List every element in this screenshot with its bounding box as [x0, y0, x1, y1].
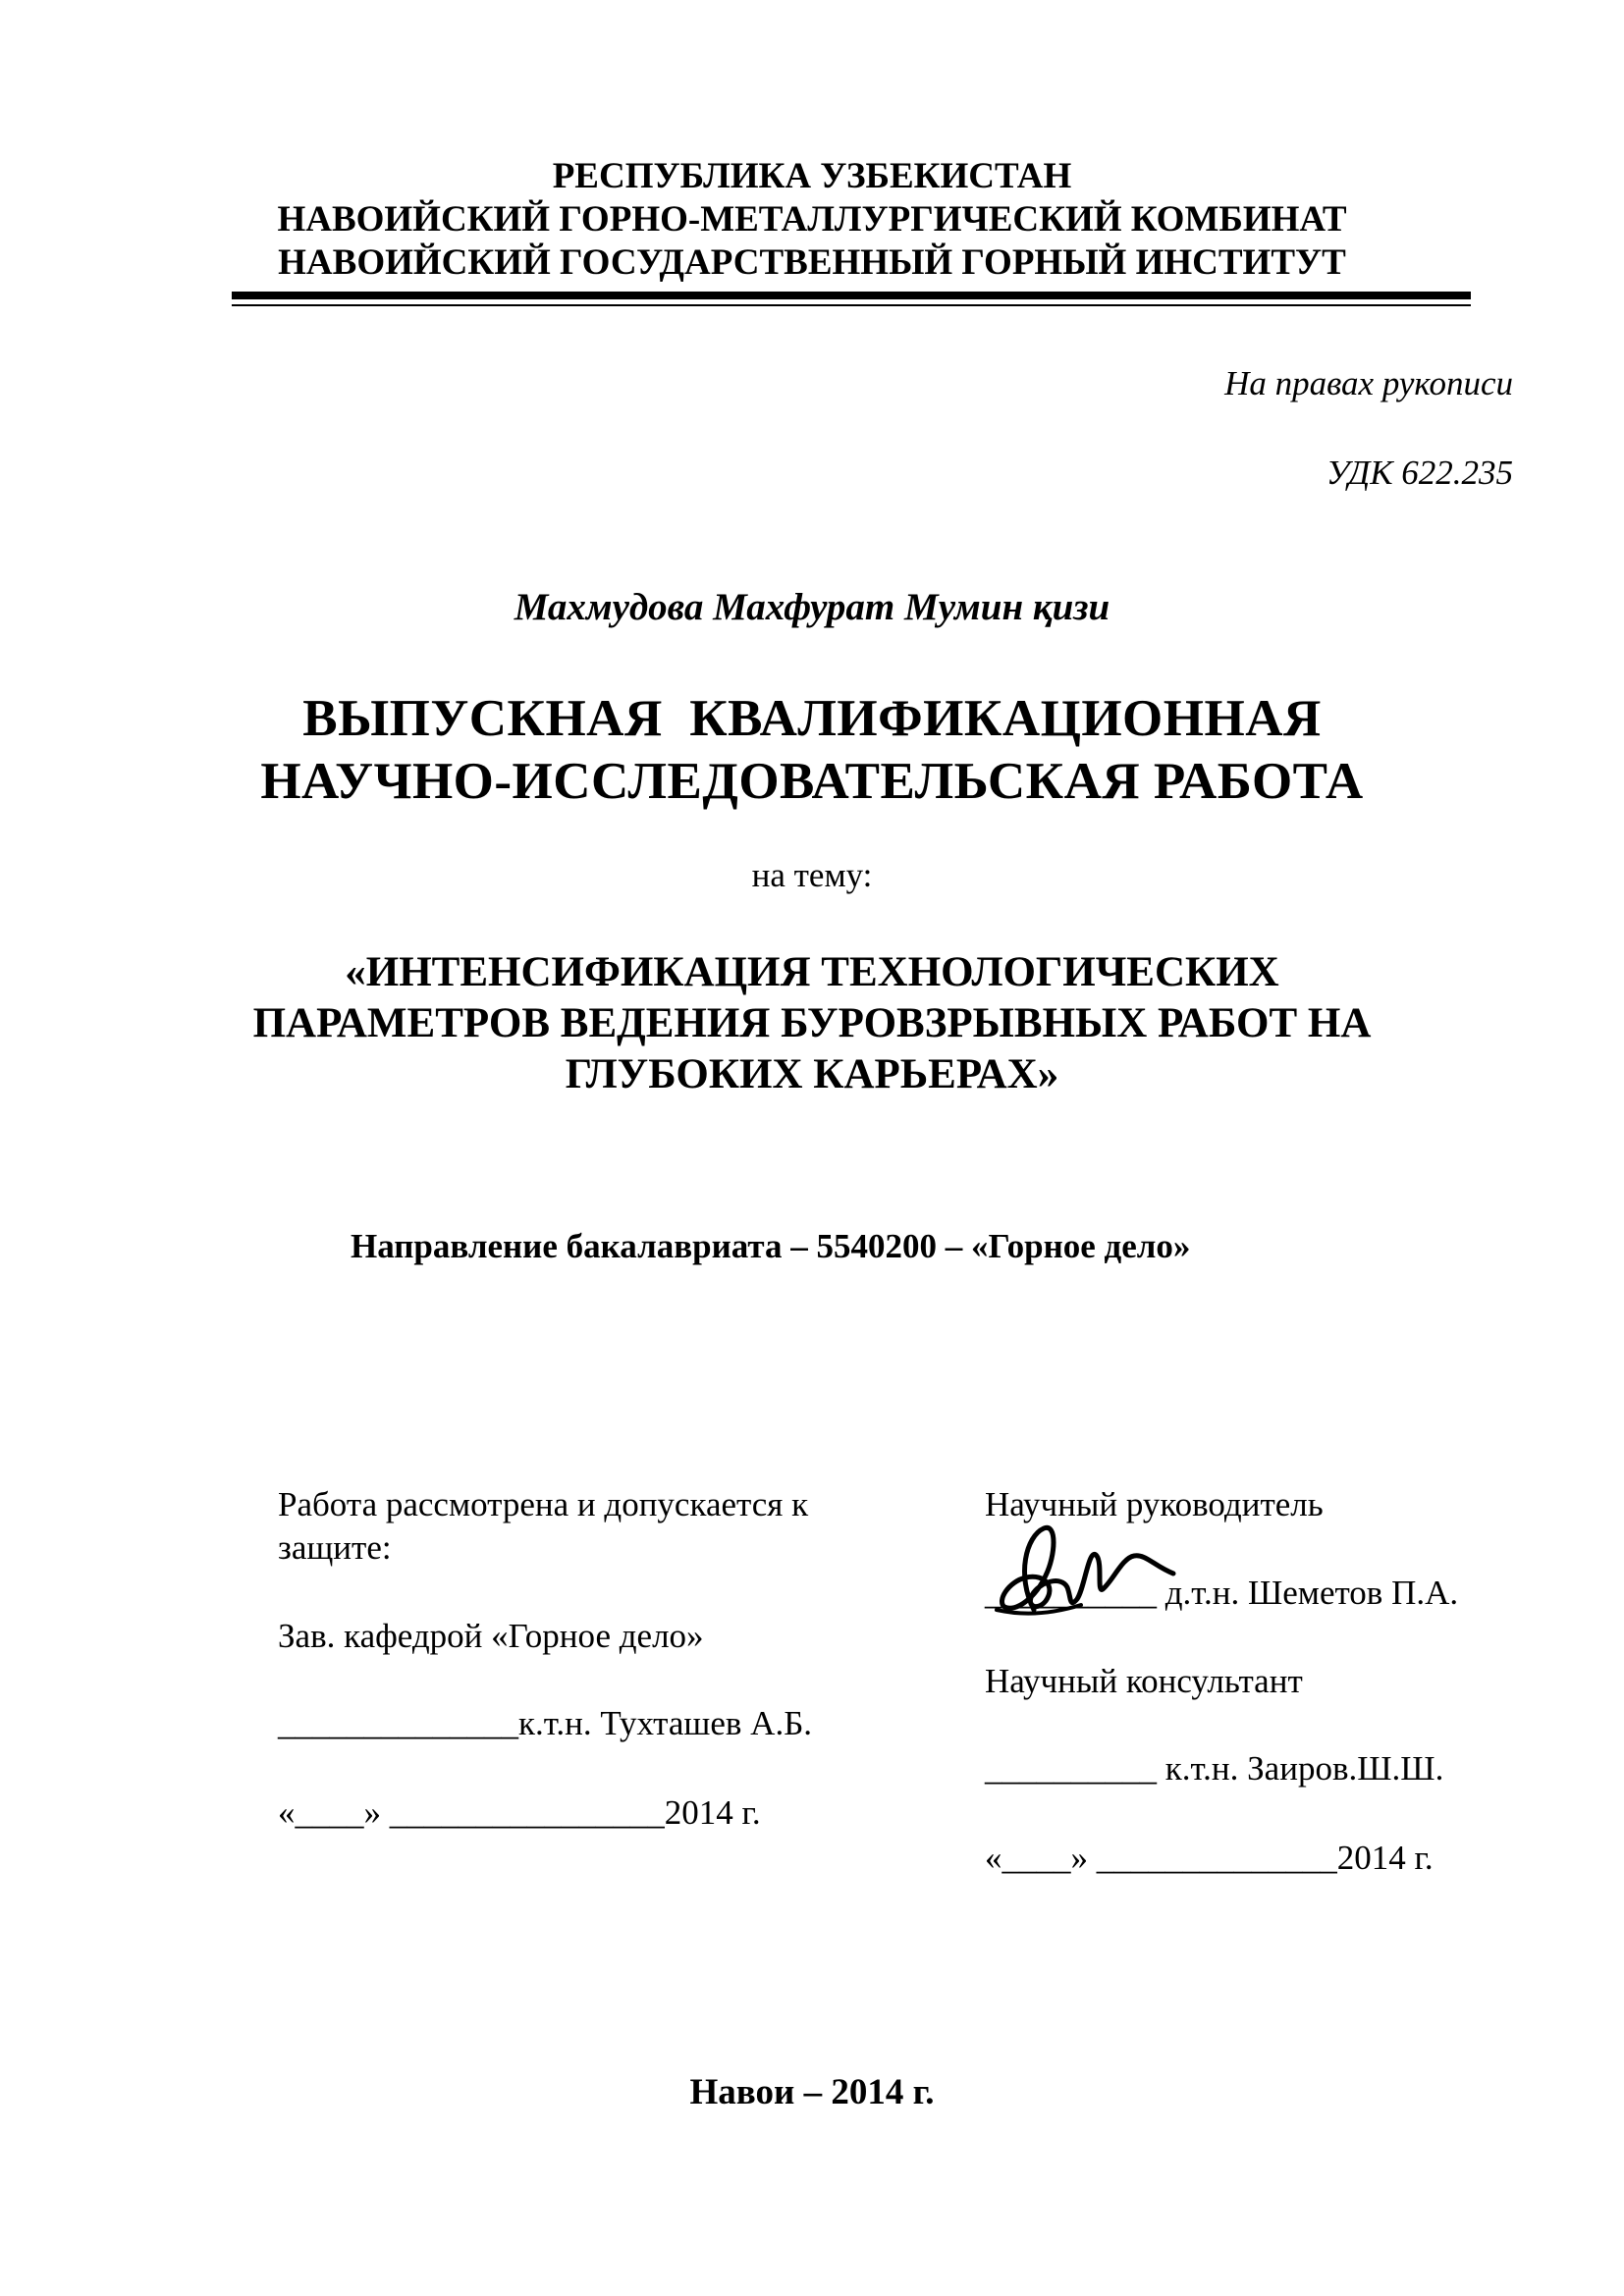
- work-type-line-1: ВЫПУСКНАЯ КВАЛИФИКАЦИОННАЯ: [302, 690, 1322, 747]
- institution-header: [0, 155, 1624, 285]
- header-line-institute: НАВОИЙСКИЙ ГОСУДАРСТВЕННЫЙ ГОРНЫЙ ИНСТИТУТ: [278, 242, 1346, 283]
- header-line-republic: РЕСПУБЛИКА УЗБЕКИСТАН: [552, 156, 1072, 196]
- topic-line-2: ПАРАМЕТРОВ ВЕДЕНИЯ БУРОВЗРЫВНЫХ РАБОТ НА: [252, 1000, 1372, 1046]
- header-divider-thin: [232, 304, 1471, 306]
- udk-code: УДК 622.235: [1326, 454, 1513, 492]
- author-name: Махмудова Махфурат Мумин қизи: [514, 586, 1110, 628]
- head-of-department-label: Зав. кафедрой «Горное дело»: [278, 1617, 704, 1655]
- study-direction: Направление бакалавриата – 5540200 – «Горное дело»: [351, 1227, 1191, 1265]
- header-line-combine: НАВОИЙСКИЙ ГОРНО-МЕТАЛЛУРГИЧЕСКИЙ КОМБИНАТ: [277, 199, 1347, 240]
- consultant-signer: __________ к.т.н. Заиров.Ш.Ш.: [985, 1749, 1444, 1788]
- review-text-line-1: Работа рассмотрена и допускается к: [278, 1485, 809, 1523]
- topic-line-3: ГЛУБОКИХ КАРЬЕРАХ»: [565, 1051, 1059, 1097]
- theme-label: на тему:: [751, 856, 873, 894]
- right-date-line: «____» ______________2014 г.: [985, 1839, 1434, 1877]
- manuscript-note: На правах рукописи: [1224, 364, 1513, 402]
- work-type-title: [0, 687, 1624, 813]
- review-text-line-2: защите:: [278, 1528, 392, 1567]
- thesis-topic: [0, 947, 1624, 1100]
- header-divider-thick: [232, 292, 1471, 299]
- left-date-line: «____» ________________2014 г.: [278, 1793, 761, 1832]
- topic-line-1: «ИНТЕНСИФИКАЦИЯ ТЕХНОЛОГИЧЕСКИХ: [345, 949, 1279, 995]
- supervisor-signer: __________ д.т.н. Шеметов П.А.: [985, 1574, 1459, 1612]
- place-and-year: Навои – 2014 г.: [689, 2072, 935, 2112]
- work-type-line-2: НАУЧНО-ИССЛЕДОВАТЕЛЬСКАЯ РАБОТА: [260, 753, 1364, 810]
- head-of-department-signer: ______________к.т.н. Тухташев А.Б.: [278, 1704, 813, 1742]
- supervisor-title: Научный руководитель: [985, 1485, 1324, 1523]
- consultant-title: Научный консультант: [985, 1662, 1303, 1700]
